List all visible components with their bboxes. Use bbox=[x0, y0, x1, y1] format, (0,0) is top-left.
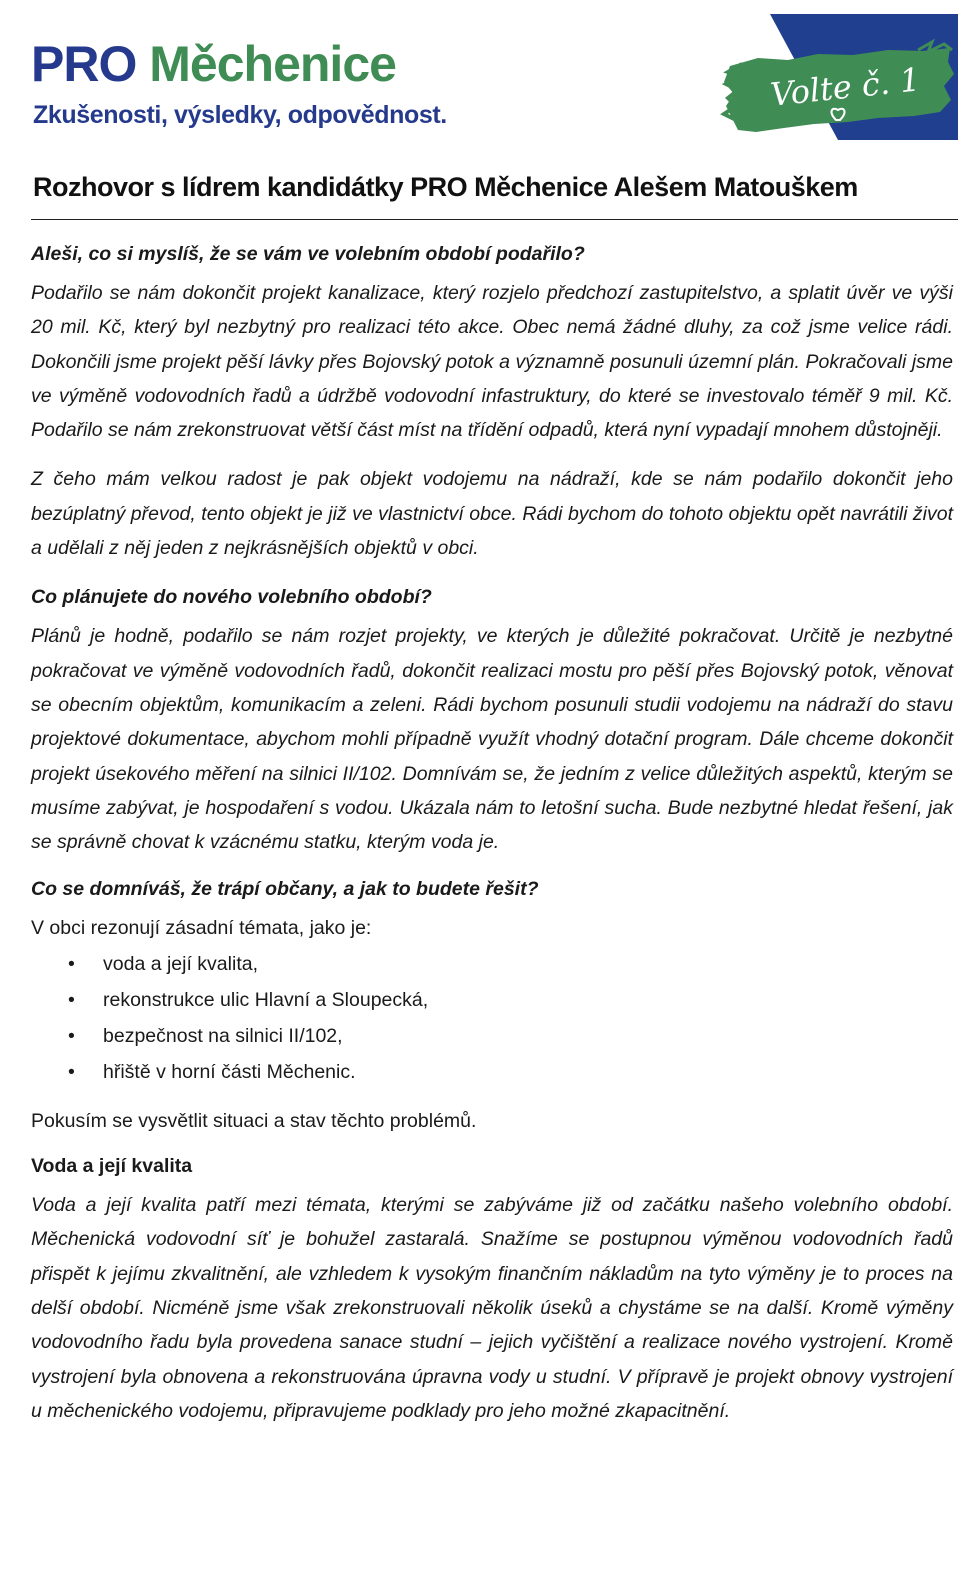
bullet-icon: • bbox=[68, 952, 75, 975]
list-item: • rekonstrukce ulic Hlavní a Sloupecká, bbox=[31, 982, 953, 1018]
answer-1-paragraph-2: Z čeho mám velkou radost je pak objekt vodojemu na nádraží, kde se nám podařilo dokončit jeho bezúplatný převod, tento objekt je již ve vlastnictví obce. Rádi bychom do tohoto objektu opět navrátili život a udělali z něj jeden z nejkrásnějších objektů v obci. bbox=[31, 468, 953, 560]
question-3: Co se domníváš, že trápí občany, a jak to budete řešit? bbox=[31, 878, 539, 901]
vote-badge-text: Volte č. 1 bbox=[768, 60, 922, 114]
bullet-icon: • bbox=[68, 1024, 75, 1047]
subheading-water: Voda a její kvalita bbox=[31, 1155, 193, 1178]
list-item: • hřiště v horní části Měchenic. bbox=[31, 1054, 953, 1090]
list-item: • voda a její kvalita, bbox=[31, 946, 953, 982]
page-title: Rozhovor s lídrem kandidátky PRO Měchenice Alešem Matouškem bbox=[33, 172, 858, 202]
bullet-icon: • bbox=[68, 1060, 75, 1083]
water-paragraph-1: Voda a její kvalita patří mezi témata, kterými se zabýváme již od začátku našeho volebního období. Měchenická vodovodní síť je bohužel zastaralá. Snažíme se postupnou výměnou vodovodních řadů přispět k jejímu zkvalitnění, ale vzhledem k vysokým finančním nákladům na tyto výměny je to proces na delší období. Nicméně jsme však zrekonstruovali několik úseků a chystáme se na další. Kromě výměny vodovodního řadu byla provedena sanace studní – jejich vyčištění a realizace nového vystrojení. Kromě vystrojení byla obnovena a rekonstruována úpravna vody u studní. V přípravě je projekt obnovy vystrojení u měchenického vodojemu, připravujeme podklady pro jeho možné zkapacitnění. bbox=[31, 1194, 953, 1422]
logo-pro-text: PRO bbox=[31, 36, 137, 92]
answer-1-paragraph-1: Podařilo se nám dokončit projekt kanalizace, který rozjelo předchozí zastupitelstvo, a splatit úvěr ve výši 20 mil. Kč, který byl nezbytný pro realizaci této akce. Obec nemá žádné dluhy, za což jsme velice rádi. Dokončili jsme projekt pěší lávky přes Bojovský potok a významně posunuli územní plán. Pokračovali jsme ve výměně vodovodních řadů a údržbě vodovodní infastruktury, do které se investovalo téměř 9 mil. Kč. Podařilo se nám zrekonstruovat větší část míst na třídění odpadů, která nyní vypadají mnohem důstojněji. bbox=[31, 282, 953, 442]
vote-badge-graphic bbox=[718, 14, 958, 140]
list-item: • bezpečnost na silnici II/102, bbox=[31, 1018, 953, 1054]
bullet-icon: • bbox=[68, 988, 75, 1011]
logo-town-name: Měchenice bbox=[149, 36, 396, 92]
answer-3-intro: V obci rezonují zásadní témata, jako je: bbox=[31, 917, 372, 940]
tagline: Zkušenosti, výsledky, odpovědnost. bbox=[33, 101, 447, 129]
logo bbox=[31, 36, 396, 92]
answer-2-paragraph-1: Plánů je hodně, podařilo se nám rozjet projekty, ve kterých je důležité pokračovat. Určitě je nezbytné pokračovat ve výměně vodovodních řadů, dokončit realizaci mostu pro pěší přes Bojovský potok, věnovat se obecním objektům, komunikacím a zeleni. Rádi bychom posunuli studii vodojemu na nádraží do stavu projektové dokumentace, abychom mohli případně využít vhodný dotační program. Dále chceme dokončit projekt úsekového měření na silnici II/102. Domnívám se, že jedním z velice důležitých aspektů, kterým se musíme zabývat, je hospodaření s vodou. Ukázala nám to letošní sucha. Bude nezbytné hledat řešení, jak se správně chovat k vzácnému statku, kterým voda je. bbox=[31, 625, 953, 854]
question-2: Co plánujete do nového volebního období? bbox=[31, 586, 432, 609]
vote-badge bbox=[718, 14, 958, 140]
page-header bbox=[0, 0, 970, 160]
answer-3-outro: Pokusím se vysvětlit situaci a stav těchto problémů. bbox=[31, 1109, 477, 1132]
article-body bbox=[31, 238, 953, 1443]
topics-list bbox=[31, 946, 953, 1090]
title-divider bbox=[31, 219, 958, 220]
question-1: Aleši, co si myslíš, že se vám ve volebním období podařilo? bbox=[31, 243, 585, 265]
